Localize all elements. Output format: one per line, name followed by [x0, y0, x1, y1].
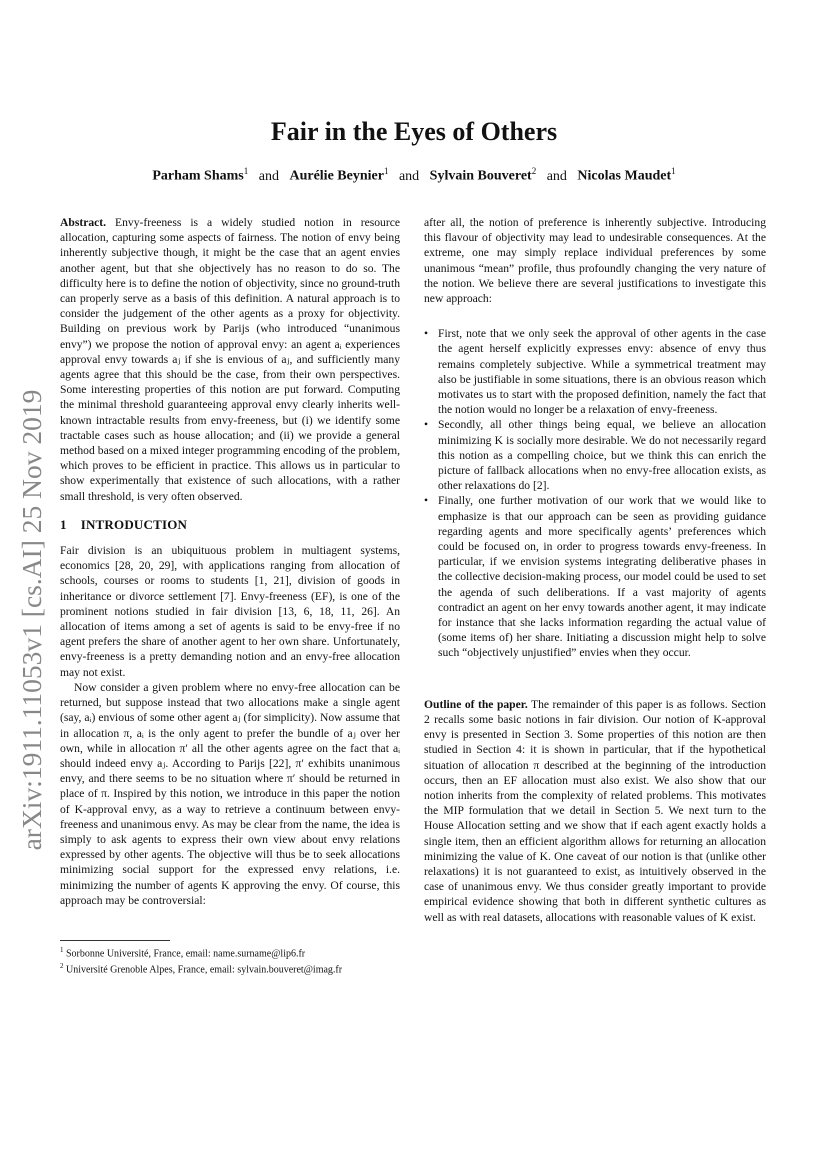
section-title: INTRODUCTION: [80, 516, 188, 532]
intro-paragraph: Now consider a given problem where no envy-free allocation can be returned, but suppose instead that two allocations make a single agent (say, aᵢ) envious of some other agent aⱼ (for simplicity). Now assume that in allocation π, aᵢ is the only agent to prefer the bundle of aⱼ over her own, while in allocation π′ all the other agents agree on the fact that aᵢ should indeed envy aⱼ. According to Parijs [22], π′ exhibits unanimous envy, and there seems to be no situation where π′ should be returned in place of π. Inspired by this notion, we introduce in this paper the notion of K-approval envy, as a way to retrieve a continuum between envy-freeness and unanimous envy. As may be clear from the name, the idea is simply to ask agents to express their own view about envy relations expressed by other agents. The objective will thus be to seek allocations minimizing social support for the expressed envy relations, i.e. minimizing the number of agents K approving the envy. Of course, this approach may be controversial:: [60, 680, 400, 907]
section-number: 1: [60, 516, 67, 532]
outline-text: The remainder of this paper is as follows. Section 2 recalls some basic notions in fair division. Our notion of K-approval envy is presented in Section 3. Some properties of this notion are then studied in Section 4: it is shown in particular, that if the hypothetical situation of allocation π described at the beginning of the introduction occurs, then an EF allocation must also exist. We also show that our notion inherits from the complexity of related problems. This motivates the MIP formulation that we detail in Section 5. We next turn to the House Allocation setting and we show that if each agent exactly holds a single item, then an efficient algorithm allows for returning an allocation minimizing the value of K. One caveat of our notion is that (unlike other relaxations) it is not guaranteed to exist, as intuitively observed in the case of unanimous envy. We thus consider greatly important to provide empirical evidence showing that both in different synthetic cultures as well as with real datasets, allocations with reasonable values of K exist.: [424, 697, 766, 924]
author-separator: and: [258, 168, 279, 184]
outline-paragraph: [424, 697, 766, 925]
affiliation-mark: 2: [531, 166, 537, 176]
footnote: [60, 960, 400, 976]
footnote-text: Sorbonne Université, France, email: name.surname@lip6.fr: [66, 948, 306, 960]
section-heading: [60, 517, 400, 532]
justification-list: [424, 326, 766, 660]
intro-paragraph: Fair division is an ubiquituous problem in multiagent systems, economics [28, 20, 29], with applications ranging from allocation of schools, courses or rooms to students [1, 21], division of goods in inheritance or divorce settlement [7]. Envy-freeness (EF), is one of the prominent notions studied in fair division [13, 6, 18, 11, 26]. An allocation of items among a set of agents is said to be envy-free if no agent prefers the share of another agent to her own share. Unfortunately, envy-freeness is a pretty demanding notion and an envy-free allocation may not exist.: [60, 544, 400, 679]
author-name: Parham Shams: [152, 168, 244, 184]
abstract-text: Envy-freeness is a widely studied notion in resource allocation, capturing some aspects of fairness. The notion of envy being inherently subjective though, it might be the case that an agent envies another agent, but that she objectively has no reason to do so. The difficulty here is to define the notion of objectivity, since no ground-truth can properly serve as a basis of this definition. A natural approach is to consider the judgement of the other agents as a proxy for objectivity. Building on previous work by Parijs (who introduced “unanimous envy”) we propose the notion of approval envy: an agent aᵢ experiences approval envy towards aⱼ if she is envious of aⱼ, and sufficiently many agents agree that this should be the case, from their own perspectives. Some interesting properties of this notion are put forward. Computing the minimal threshold guaranteeing approval envy clearly inherits well-known intractable results from envy-freeness, but (i) we identify some tractable cases such as house allocation; and (ii) we provide a general method based on a mixed integer programming encoding of the problem, which proves to be efficient in practice. This allows us in particular to show experimentally that existence of such allocations, with a rather small threshold, is very often observed.: [60, 216, 400, 503]
abstract-label: Abstract.: [60, 216, 107, 229]
author-separator: and: [398, 168, 420, 184]
author-list: [0, 166, 828, 185]
footnote-divider: [60, 940, 170, 941]
author-separator: and: [546, 168, 567, 184]
affiliation-mark: 1: [383, 166, 389, 176]
left-column: [60, 215, 400, 908]
arxiv-identifier[interactable]: arXiv:1911.11053v1 [cs.AI] 25 Nov 2019: [16, 389, 47, 851]
abstract: [60, 215, 400, 504]
list-item: • First, note that we only seek the approval of other agents in the case the agent herself explicitly expresses envy: absence of envy thus remains completely subjective. While a symmetrical treatment may also be justifiable in some situations, there is an obvious reason which motivates us to start with the proposed definition, namely the fact that the notion would no longer be a relaxation of envy-freeness.: [438, 326, 766, 417]
affiliation-mark: 1: [671, 166, 676, 176]
footnote-mark: 2: [60, 962, 64, 971]
footnote-mark: 1: [60, 946, 64, 954]
list-item: • Secondly, all other things being equal, we believe an allocation minimizing K is socially more desirable. We do not necessarily regard this notion as a compelling choice, but we think this can enrich the picture of fallback allocations when no envy-free allocation exists, as other relaxations do [2].: [438, 417, 766, 493]
intro-paragraph: after all, the notion of preference is inherently subjective. Introducing this flavour of objectivity may lead to undesirable consequences. At the extreme, one may simply replace individual preferences by some unanimous “mean” profile, thus profoundly changing the very nature of the notion. We believe there are several justifications to investigate this new approach:: [424, 216, 766, 306]
right-column: [424, 215, 766, 925]
paper-title: Fair in the Eyes of Others: [270, 117, 558, 146]
list-item: • Finally, one further motivation of our work that we would like to emphasize is that our approach can be seen as providing guidance regarding agents and more specifically agents’ preferences which could be focused on, in order to progress towards envy-freeness. In particular, if we envision systems integrating deliberative phases in the collective decision-making process, our model could be used to set the agenda of such deliberations. If a vast majority of agents contradict an agent on her envy towards another agent, it may indicate for instance that she lacks information regarding the actual value of (some items of) her share. Initiating a discussion might help to solve such “objectively unjustified” envies when they occur.: [438, 493, 766, 660]
arxiv-side-stamp: [2, 360, 62, 880]
outline-label: Outline of the paper.: [424, 697, 528, 711]
author-name: Nicolas Maudet: [577, 168, 672, 184]
footnotes: [60, 944, 400, 977]
author-name: Sylvain Bouveret: [429, 168, 532, 184]
footnote-text: Université Grenoble Alpes, France, email: sylvain.bouveret@imag.fr: [66, 964, 343, 976]
footnote: [60, 944, 400, 960]
author-name: Aurélie Beynier: [289, 168, 384, 184]
affiliation-mark: 1: [243, 166, 249, 176]
